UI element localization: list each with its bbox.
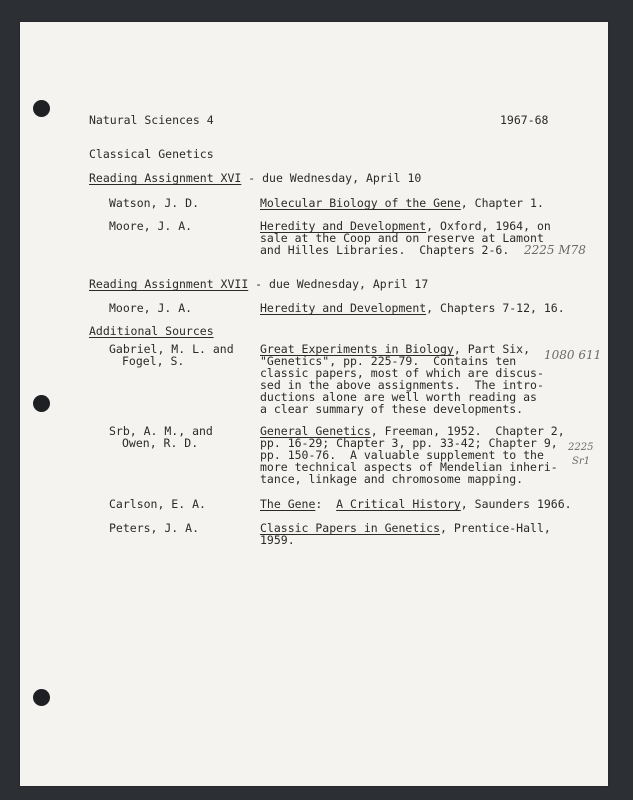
- entry-author: Watson, J. D.: [109, 196, 200, 210]
- book-title: General Genetics: [260, 424, 371, 438]
- punch-hole: [33, 100, 50, 117]
- entry-citation-line: ductions alone are well worth reading as: [260, 390, 537, 404]
- entry-citation-line: a clear summary of these developments.: [260, 402, 524, 416]
- entry-author: Carlson, E. A.: [109, 497, 206, 511]
- entry-citation-line: pp. 150-76. A valuable supplement to the: [260, 448, 544, 462]
- assignment-xvi-due: - due Wednesday, April 10: [241, 171, 422, 185]
- assignment-xvi-title: Reading Assignment XVI: [89, 171, 242, 185]
- handwritten-call-number: 2225 M78: [524, 243, 586, 257]
- entry-citation-line: more technical aspects of Mendelian inheri-: [260, 460, 558, 474]
- entry-citation: Great Experiments in Biology, Part Six,: [260, 342, 531, 356]
- additional-sources-heading: Additional Sources: [89, 324, 214, 338]
- subject-heading: Classical Genetics: [89, 147, 214, 161]
- entry-citation-line: sale at the Coop and on reserve at Lamont: [260, 231, 544, 245]
- entry-author: Moore, J. A.: [109, 219, 193, 233]
- book-title: Heredity and Development: [260, 219, 427, 233]
- assignment-xvii-title: Reading Assignment XVII: [89, 277, 249, 291]
- entry-citation-line: "Genetics", pp. 225-79. Contains ten: [260, 354, 517, 368]
- entry-citation: Molecular Biology of the Gene, Chapter 1.: [260, 196, 544, 210]
- entry-citation-line: 1959.: [260, 533, 295, 547]
- entry-citation-line: tance, linkage and chromosome mapping.: [260, 472, 524, 486]
- entry-citation: General Genetics, Freeman, 1952. Chapter 2,: [260, 424, 565, 438]
- punch-hole: [33, 689, 50, 706]
- handwritten-call-number: 2225: [568, 442, 594, 453]
- book-title: The Gene: [260, 497, 316, 511]
- entry-citation: Heredity and Development, Oxford, 1964, on: [260, 219, 551, 233]
- academic-year: 1967-68: [500, 113, 549, 127]
- handwritten-call-number: 1080 611: [544, 348, 602, 362]
- punch-hole: [33, 395, 50, 412]
- entry-author: Srb, A. M., and: [109, 424, 213, 438]
- book-subtitle: A Critical History: [336, 497, 461, 511]
- entry-author: Gabriel, M. L. and: [109, 342, 234, 356]
- course-title: Natural Sciences 4: [89, 113, 214, 127]
- entry-citation: Heredity and Development, Chapters 7-12, 16.: [260, 301, 565, 315]
- entry-citation-line: pp. 16-29; Chapter 3, pp. 33-42; Chapter 9,: [260, 436, 558, 450]
- assignment-xvii-due: - due Wednesday, April 17: [248, 277, 429, 291]
- entry-citation: Classic Papers in Genetics, Prentice-Hall,: [260, 521, 551, 535]
- entry-author-line: Fogel, S.: [122, 354, 185, 368]
- entry-citation-line: and Hilles Libraries. Chapters 2-6.: [260, 243, 510, 257]
- entry-citation: The Gene: A Critical History, Saunders 1966.: [260, 497, 572, 511]
- entry-citation-line: classic papers, most of which are discus-: [260, 366, 544, 380]
- entry-author: Peters, J. A.: [109, 521, 200, 535]
- book-title: Heredity and Development: [260, 301, 427, 315]
- entry-author: Moore, J. A.: [109, 301, 193, 315]
- book-title: Great Experiments in Biology: [260, 342, 454, 356]
- book-title: Molecular Biology of the Gene: [260, 196, 461, 210]
- book-title: Classic Papers in Genetics: [260, 521, 441, 535]
- entry-citation-line: sed in the above assignments. The intro-: [260, 378, 544, 392]
- entry-author-line: Owen, R. D.: [122, 436, 199, 450]
- document-page: [20, 22, 608, 786]
- assignment-xvii-heading: [89, 279, 428, 291]
- handwritten-call-number: Sr1: [572, 456, 590, 467]
- assignment-xvi-heading: [89, 173, 421, 185]
